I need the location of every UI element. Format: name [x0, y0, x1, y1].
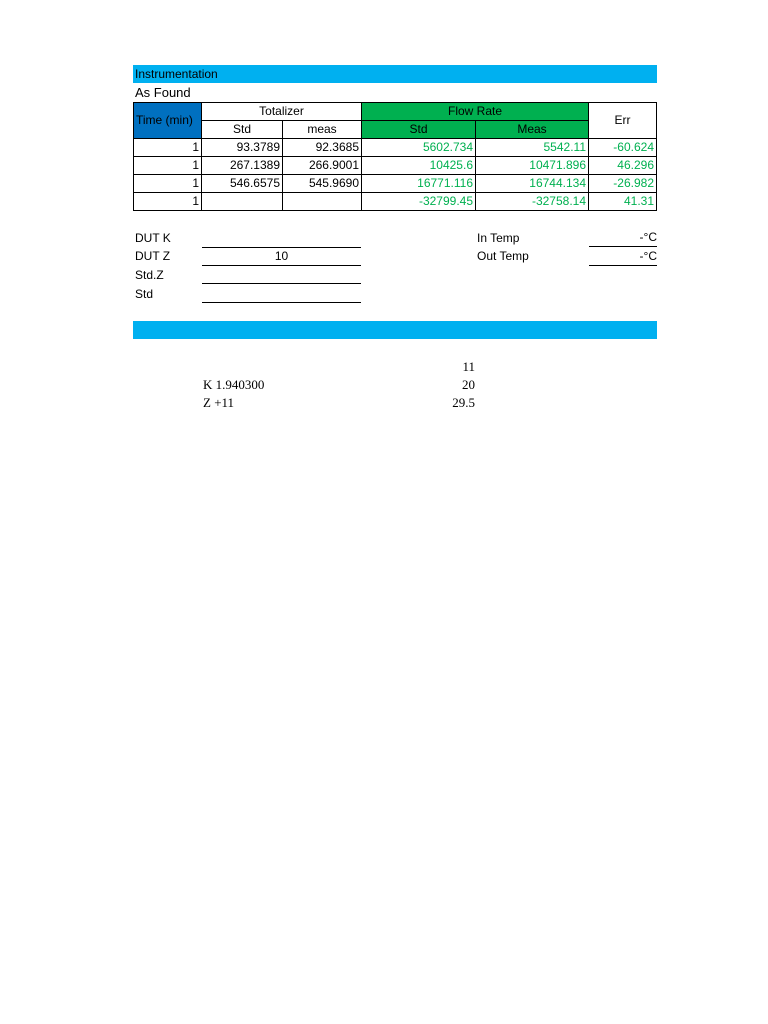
totalizer-std-header: Std: [202, 121, 283, 139]
flow-std-header: Std: [362, 121, 476, 139]
calibration-table: [133, 102, 657, 211]
in-temp-field[interactable]: -°C: [589, 229, 657, 247]
flow-meas-cell[interactable]: 10471.896: [476, 157, 589, 175]
totalizer-meas-cell[interactable]: [283, 193, 362, 211]
table-row: [134, 193, 657, 211]
dut-z-field[interactable]: 10: [202, 248, 361, 266]
totalizer-std-cell[interactable]: 93.3789: [202, 139, 283, 157]
totalizer-std-cell[interactable]: 267.1389: [202, 157, 283, 175]
totalizer-meas-cell[interactable]: 266.9001: [283, 157, 362, 175]
std-z-label: Std.Z: [135, 268, 164, 282]
time-cell[interactable]: 1: [134, 175, 202, 193]
k-note: K 1.940300: [203, 377, 265, 392]
totalizer-meas-cell[interactable]: 545.9690: [283, 175, 362, 193]
table-header-row: [134, 103, 657, 121]
out-temp-label: Out Temp: [477, 249, 529, 263]
note-value-1: 11: [462, 359, 475, 374]
divider-band: [133, 321, 657, 339]
instrumentation-band: [133, 65, 657, 83]
dut-k-field[interactable]: [202, 230, 361, 248]
err-header: Err: [589, 103, 657, 139]
time-cell[interactable]: 1: [134, 193, 202, 211]
flow-std-cell[interactable]: 5602.734: [362, 139, 476, 157]
totalizer-meas-cell[interactable]: 92.3685: [283, 139, 362, 157]
flow-std-cell[interactable]: 10425.6: [362, 157, 476, 175]
totalizer-header: Totalizer: [202, 103, 362, 121]
flow-std-cell[interactable]: -32799.45: [362, 193, 476, 211]
err-cell[interactable]: -26.982: [589, 175, 657, 193]
err-cell[interactable]: -60.624: [589, 139, 657, 157]
table-row: [134, 139, 657, 157]
dut-z-label: DUT Z: [135, 249, 171, 263]
out-temp-field[interactable]: -°C: [589, 248, 657, 266]
section-title: As Found: [135, 85, 191, 100]
time-cell[interactable]: 1: [134, 139, 202, 157]
flow-meas-cell[interactable]: -32758.14: [476, 193, 589, 211]
time-cell[interactable]: 1: [134, 157, 202, 175]
std-z-field[interactable]: [202, 266, 361, 284]
table-subheader-row: [134, 121, 657, 139]
std-field[interactable]: [202, 285, 361, 303]
z-note: Z +11: [203, 395, 235, 410]
table-row: [134, 175, 657, 193]
note-value-2: 20: [462, 377, 475, 392]
err-cell[interactable]: 41.31: [589, 193, 657, 211]
totalizer-std-cell[interactable]: 546.6575: [202, 175, 283, 193]
time-header: Time (min): [134, 103, 202, 139]
err-cell[interactable]: 46.296: [589, 157, 657, 175]
totalizer-meas-header: meas: [283, 121, 362, 139]
note-value-3: 29.5: [452, 395, 475, 410]
std-label: Std: [135, 287, 154, 301]
flow-std-cell[interactable]: 16771.116: [362, 175, 476, 193]
flow-meas-cell[interactable]: 5542.11: [476, 139, 589, 157]
dut-k-label: DUT K: [135, 231, 171, 245]
in-temp-label: In Temp: [477, 231, 520, 245]
band-title: Instrumentation: [135, 67, 218, 81]
totalizer-std-cell[interactable]: [202, 193, 283, 211]
flow-meas-header: Meas: [476, 121, 589, 139]
flow-rate-header: Flow Rate: [362, 103, 589, 121]
flow-meas-cell[interactable]: 16744.134: [476, 175, 589, 193]
table-row: [134, 157, 657, 175]
